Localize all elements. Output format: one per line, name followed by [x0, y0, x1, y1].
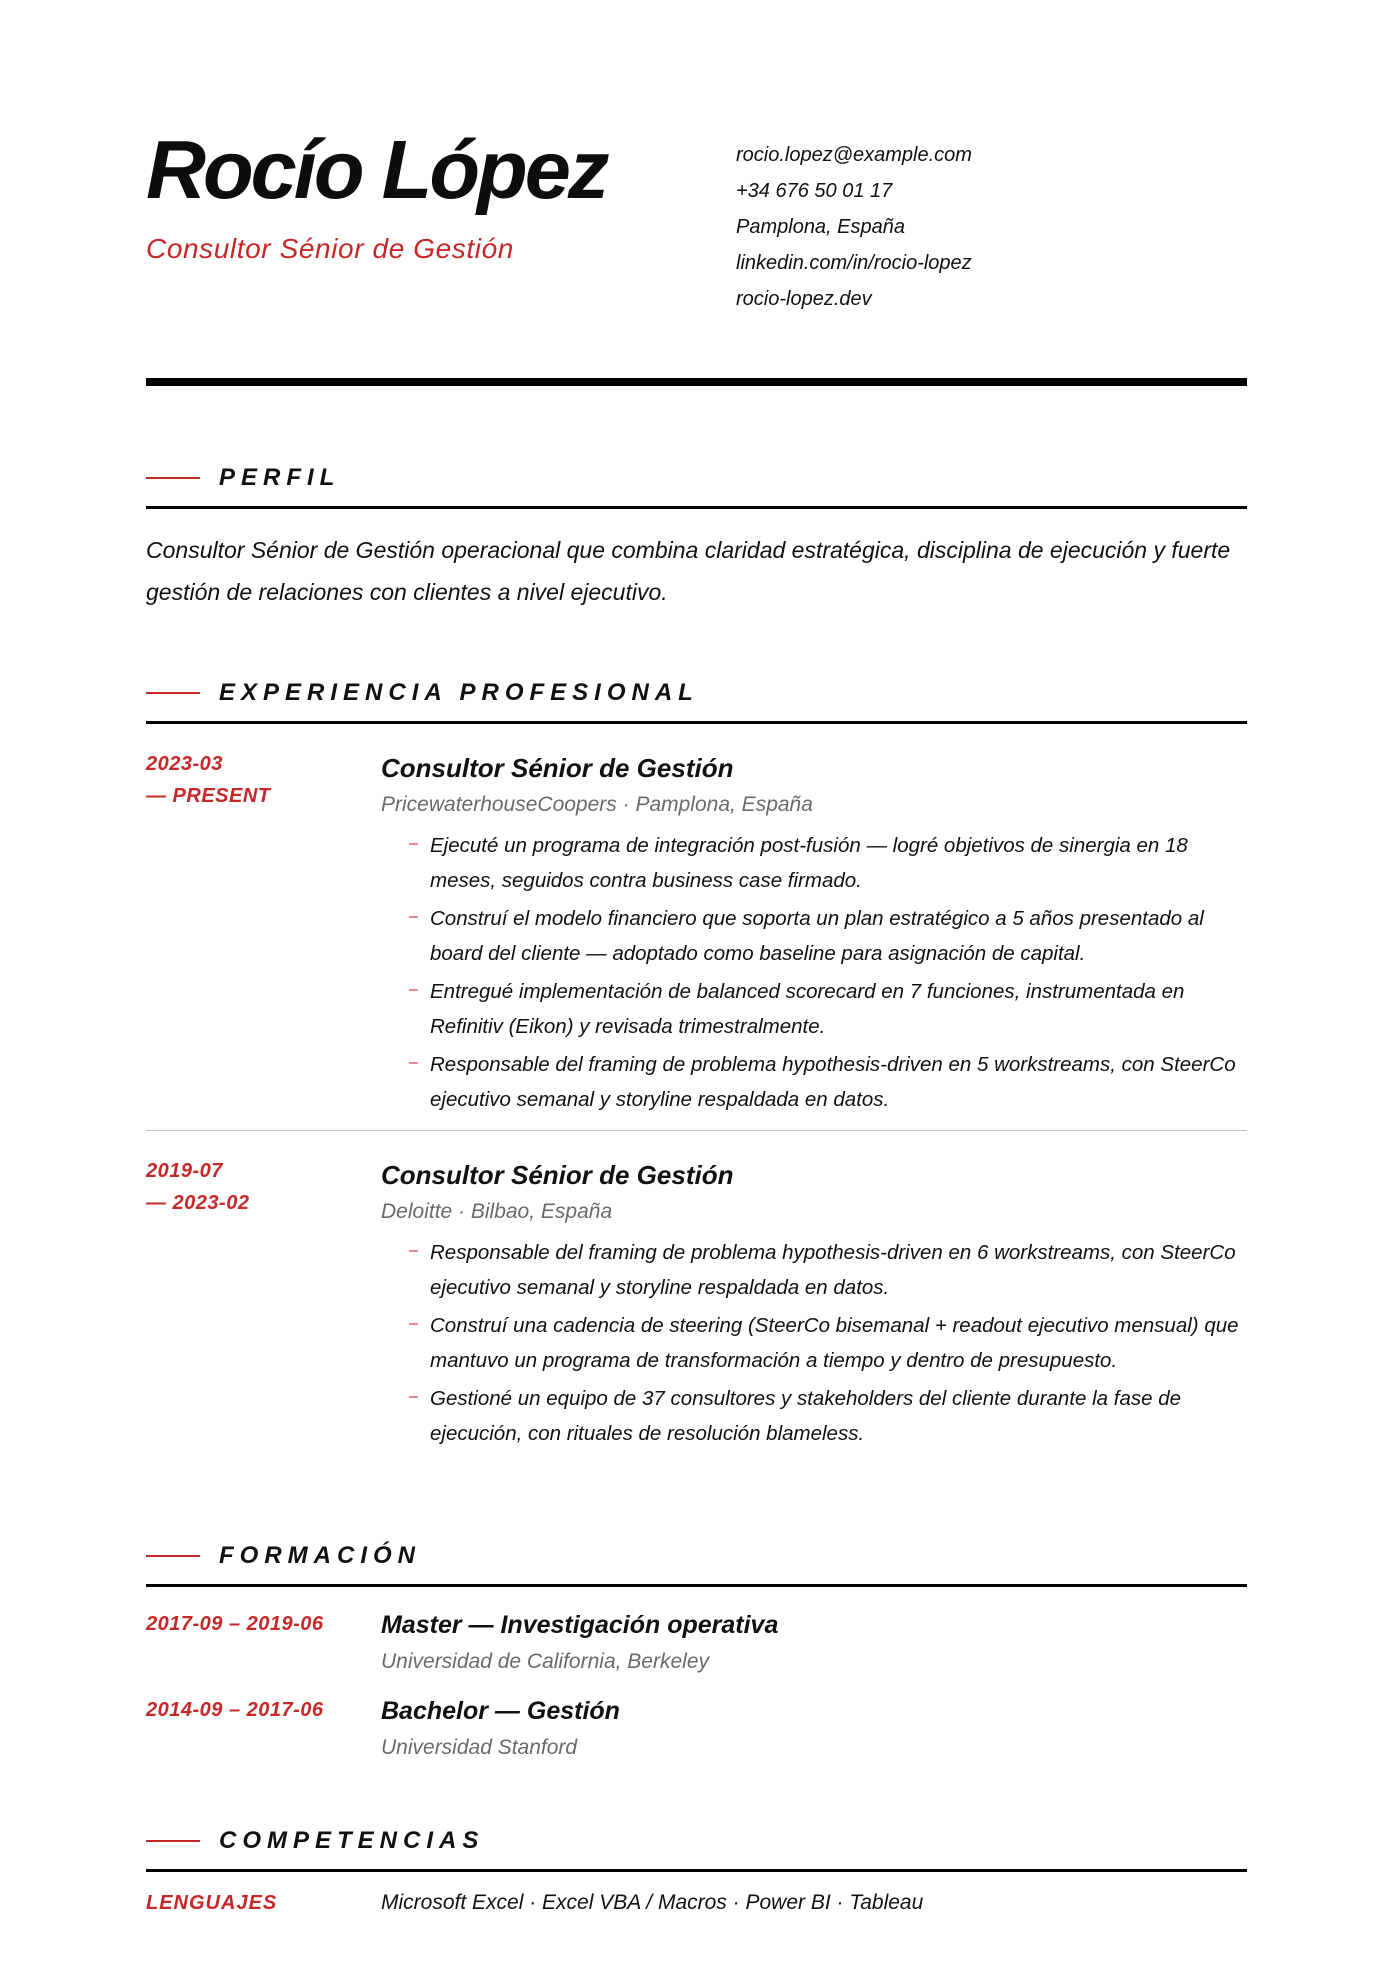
candidate-name: Rocío López: [146, 123, 607, 216]
bullet-text: Entregué implementación de balanced scorecard en 7 funciones, instrumentada en Refinitiv (Eikon) y revisada trimestralmente.: [430, 980, 1185, 1038]
skill-row: [146, 1872, 1247, 1920]
job-bullets: [381, 828, 1247, 1117]
bullet-text: Ejecuté un programa de integración post-fusión — logré objetivos de sinergia en 18 meses, seguidos contra business case firmado.: [430, 834, 1188, 892]
section-title: FORMACIÓN: [219, 1542, 421, 1569]
job-organization: PricewaterhouseCoopers · Pamplona, España: [381, 793, 813, 816]
section-heading: [146, 673, 1247, 724]
candidate-title: Consultor Sénior de Gestión: [146, 233, 514, 264]
job-title: Consultor Sénior de Gestión: [381, 753, 734, 783]
bullet-dash-icon: –: [409, 908, 418, 925]
education-details: [381, 1693, 620, 1765]
job-bullet: [409, 828, 1247, 898]
education-degree: Bachelor — Gestión: [381, 1697, 620, 1725]
job-bullet: [409, 901, 1247, 971]
section-title: PERFIL: [219, 464, 341, 491]
resume-header: [146, 0, 1247, 386]
bullet-dash-icon: –: [409, 1388, 418, 1405]
education-dates: 2017-09 – 2019-06: [146, 1613, 324, 1635]
job-dates: [146, 748, 381, 1120]
section-heading: [146, 458, 1247, 509]
experience-section: [146, 673, 1247, 1454]
bullet-text: Responsable del framing de problema hypothesis-driven en 5 workstreams, con SteerCo ejecutivo semanal y storyline respaldada en datos.: [430, 1053, 1236, 1111]
job-entry: [146, 724, 1247, 1120]
skill-items: Microsoft Excel · Excel VBA / Macros · Power BI · Tableau: [381, 1891, 924, 1914]
contact-list: [736, 137, 972, 317]
bullet-dash-icon: –: [409, 1315, 418, 1332]
section-heading: [146, 1536, 1247, 1587]
education-details: [381, 1607, 778, 1679]
section-accent-dash: [146, 1840, 200, 1842]
job-details: [381, 1155, 1247, 1454]
job-details: [381, 748, 1247, 1120]
job-date-end: — 2023-02: [146, 1192, 250, 1214]
contact-email: rocio.lopez@example.com: [736, 144, 972, 166]
bullet-text: Construí el modelo financiero que soporta un plan estratégico a 5 años presentado al board del cliente — adoptado como baseline para asignación de capital.: [430, 907, 1204, 965]
section-title: EXPERIENCIA PROFESIONAL: [219, 679, 699, 706]
contact-location: Pamplona, España: [736, 216, 906, 238]
contact-linkedin: linkedin.com/in/rocio-lopez: [736, 252, 972, 274]
section-accent-dash: [146, 477, 200, 479]
education-degree: Master — Investigación operativa: [381, 1611, 779, 1639]
bullet-dash-icon: –: [409, 981, 418, 998]
job-bullets: [381, 1235, 1247, 1451]
bullet-dash-icon: –: [409, 1242, 418, 1259]
job-title: Consultor Sénior de Gestión: [381, 1160, 734, 1190]
job-bullet: [409, 1381, 1247, 1451]
job-bullet: [409, 974, 1247, 1044]
education-entry: [146, 1587, 1247, 1679]
profile-summary: Consultor Sénior de Gestión operacional que combina claridad estratégica, disciplina de ejecución y fuerte gestión de relaciones con clientes a nivel ejecutivo.: [146, 537, 1231, 605]
bullet-dash-icon: –: [409, 1054, 418, 1071]
skills-section: [146, 1821, 1247, 1920]
profile-section: [146, 458, 1247, 613]
job-organization: Deloitte · Bilbao, España: [381, 1200, 613, 1223]
education-dates: 2014-09 – 2017-06: [146, 1699, 324, 1721]
section-heading: [146, 1821, 1247, 1872]
skill-category: LENGUAJES: [146, 1892, 278, 1914]
job-bullet: [409, 1308, 1247, 1378]
job-date-start: 2019-07: [146, 1160, 223, 1182]
job-date-start: 2023-03: [146, 753, 223, 775]
education-school: Universidad Stanford: [381, 1736, 578, 1759]
bullet-text: Responsable del framing de problema hypothesis-driven en 6 workstreams, con SteerCo ejecutivo semanal y storyline respaldada en datos.: [430, 1241, 1236, 1299]
job-bullet: [409, 1235, 1247, 1305]
bullet-dash-icon: –: [409, 835, 418, 852]
bullet-text: Gestioné un equipo de 37 consultores y stakeholders del cliente durante la fase de ejecución, con rituales de resolución blameless.: [430, 1387, 1182, 1445]
bullet-text: Construí una cadencia de steering (SteerCo bisemanal + readout ejecutivo mensual) que mantuvo un programa de transformación a tiempo y dentro de presupuesto.: [430, 1314, 1239, 1372]
education-entry: [146, 1679, 1247, 1765]
contact-phone: +34 676 50 01 17: [736, 180, 893, 202]
job-date-end: — PRESENT: [146, 785, 271, 807]
education-section: [146, 1536, 1247, 1765]
job-dates: [146, 1155, 381, 1454]
section-title: COMPETENCIAS: [219, 1827, 485, 1854]
job-entry: [146, 1131, 1247, 1454]
header-divider: [146, 378, 1247, 386]
section-accent-dash: [146, 1555, 200, 1557]
education-school: Universidad de California, Berkeley: [381, 1650, 709, 1673]
job-bullet: [409, 1047, 1247, 1117]
section-accent-dash: [146, 692, 200, 694]
contact-website: rocio-lopez.dev: [736, 288, 872, 310]
